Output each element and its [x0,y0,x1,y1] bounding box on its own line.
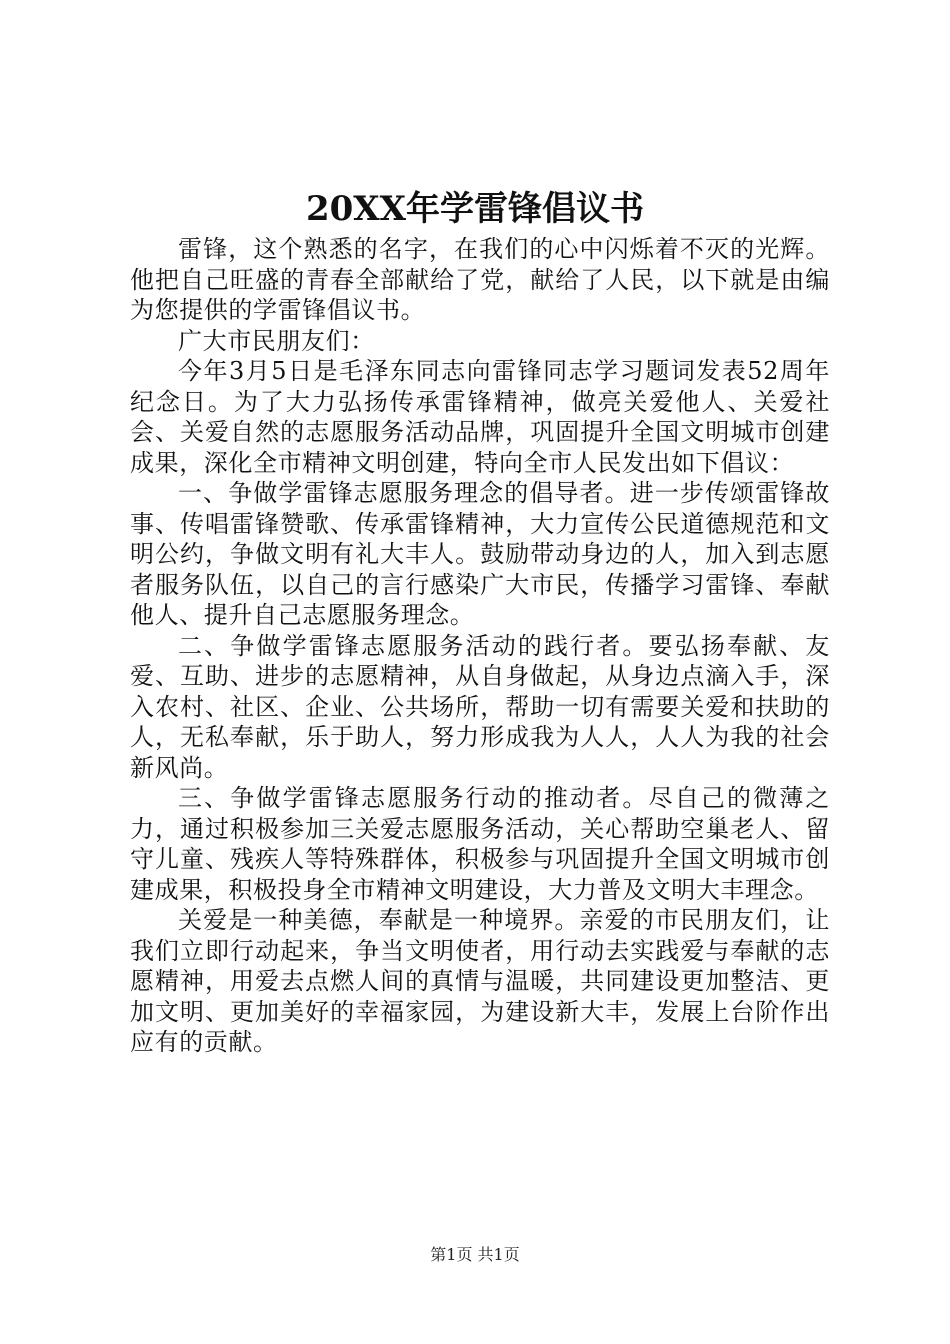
background-paragraph: 今年3月5日是毛泽东同志向雷锋同志学习题词发表52周年纪念日。为了大力弘扬传承雷锋精神，做亮关爱他人、关爱社会、关爱自然的志愿服务活动品牌，巩固提升全国文明城市创建成果，深化全市精神文明创建，特向全市人民发出如下倡议： [130,357,830,477]
page-number-footer: 第1页 共1页 [430,1245,520,1264]
intro-paragraph: 雷锋，这个熟悉的名字，在我们的心中闪烁着不灭的光辉。他把自己旺盛的青春全部献给了党，献给了人民，以下就是由编为您提供的学雷锋倡议书。 [130,235,830,324]
proposal-two-paragraph: 二、争做学雷锋志愿服务活动的践行者。要弘扬奉献、友爱、互助、进步的志愿精神，从自身做起，从身边点滴入手，深入农村、社区、企业、公共场所，帮助一切有需要关爱和扶助的人，无私奉献，乐于助人，努力形成我为人人，人人为我的社会新风尚。 [130,631,830,782]
salutation-paragraph: 广大市民朋友们： [178,326,375,355]
document-body [130,234,830,1058]
proposal-three-paragraph: 三、争做学雷锋志愿服务行动的推动者。尽自己的微薄之力，通过积极参加三关爱志愿服务活动，关心帮助空巢老人、留守儿童、残疾人等特殊群体，积极参与巩固提升全国文明城市创建成果，积极投身全市精神文明建设，大力普及文明大丰理念。 [130,784,830,904]
document-title: 20XX年学雷锋倡议书 [305,189,645,229]
proposal-one-paragraph: 一、争做学雷锋志愿服务理念的倡导者。进一步传颂雷锋故事、传唱雷锋赞歌、传承雷锋精神，大力宣传公民道德规范和文明公约，争做文明有礼大丰人。鼓励带动身边的人，加入到志愿者服务队伍，以自己的言行感染广大市民，传播学习雷锋、奉献他人、提升自己志愿服务理念。 [130,479,830,629]
closing-paragraph: 关爱是一种美德，奉献是一种境界。亲爱的市民朋友们，让我们立即行动起来，争当文明使者，用行动去实践爱与奉献的志愿精神，用爱去点燃人间的真情与温暖，共同建设更加整洁、更加文明、更加美好的幸福家园，为建设新大丰，发展上台阶作出应有的贡献。 [130,906,830,1056]
